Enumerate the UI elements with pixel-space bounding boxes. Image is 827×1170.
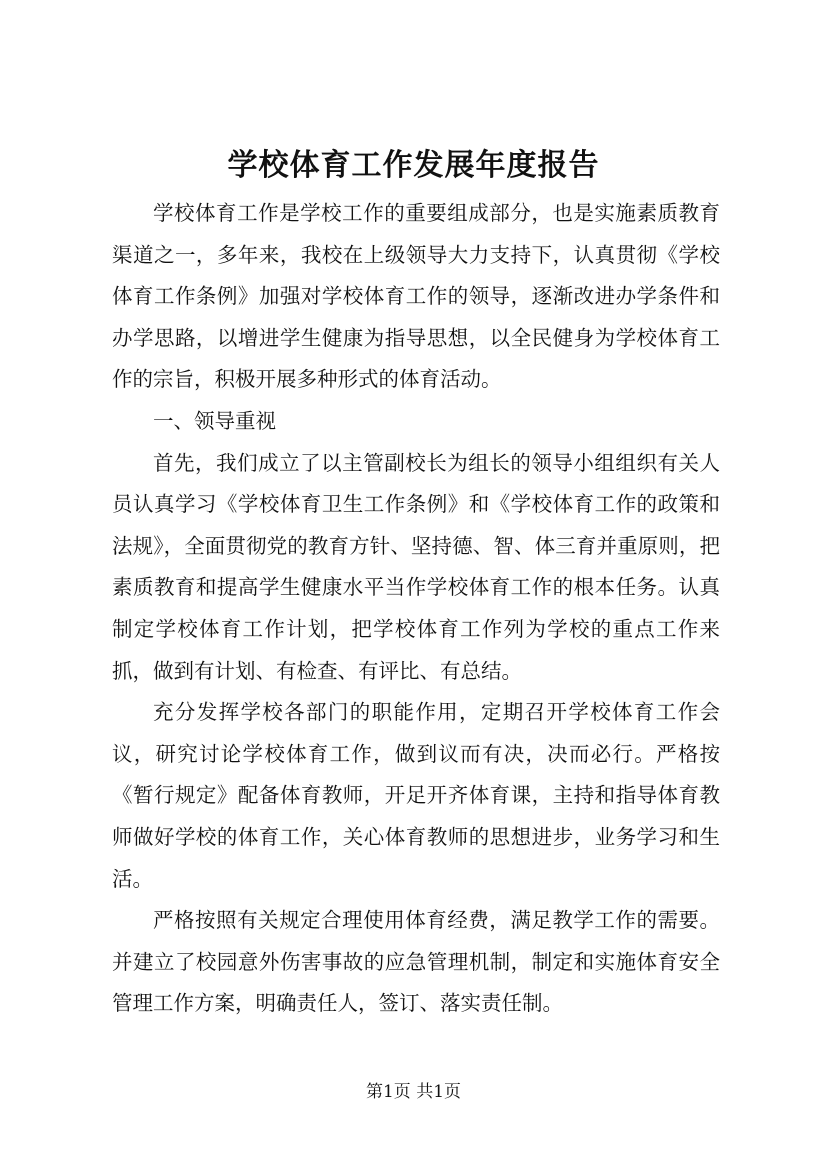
paragraph-departments: 充分发挥学校各部门的职能作用，定期召开学校体育工作会议，研究讨论学校体育工作，做到议而有决，决而必行。严格按《暂行规定》配备体育教师，开足开齐体育课，主持和指导体育教师做好学校的体育工作，关心体育教师的思想进步，业务学习和生活。 xyxy=(112,700,720,891)
document-title: 学校体育工作发展年度报告 xyxy=(227,148,600,183)
section-heading-leadership: 一、领导重视 xyxy=(153,408,276,433)
paragraph-intro: 学校体育工作是学校工作的重要组成部分，也是实施素质教育渠道之一，多年来，我校在上级领导大力支持下，认真贯彻《学校体育工作条例》加强对学校体育工作的领导，逐渐改进办学条件和办学思路，以增进学生健康为指导思想，以全民健身为学校体育工作的宗旨，积极开展多种形式的体育活动。 xyxy=(112,201,720,392)
paragraph-leadership-group: 首先，我们成立了以主管副校长为组长的领导小组组织有关人员认真学习《学校体育卫生工作条例》和《学校体育工作的政策和法规》，全面贯彻党的教育方针、坚持德、智、体三育并重原则，把素质教育和提高学生健康水平当作学校体育工作的根本任务。认真制定学校体育工作计划，把学校体育工作列为学校的重点工作来抓，做到有计划、有检查、有评比、有总结。 xyxy=(112,450,720,683)
page-footer: 第1页 共1页 xyxy=(365,1082,462,1102)
document-body xyxy=(112,193,720,1025)
paragraph-funding-safety: 严格按照有关规定合理使用体育经费，满足教学工作的需要。并建立了校园意外伤害事故的应急管理机制，制定和实施体育安全管理工作方案，明确责任人，签订、落实责任制。 xyxy=(112,908,720,1016)
